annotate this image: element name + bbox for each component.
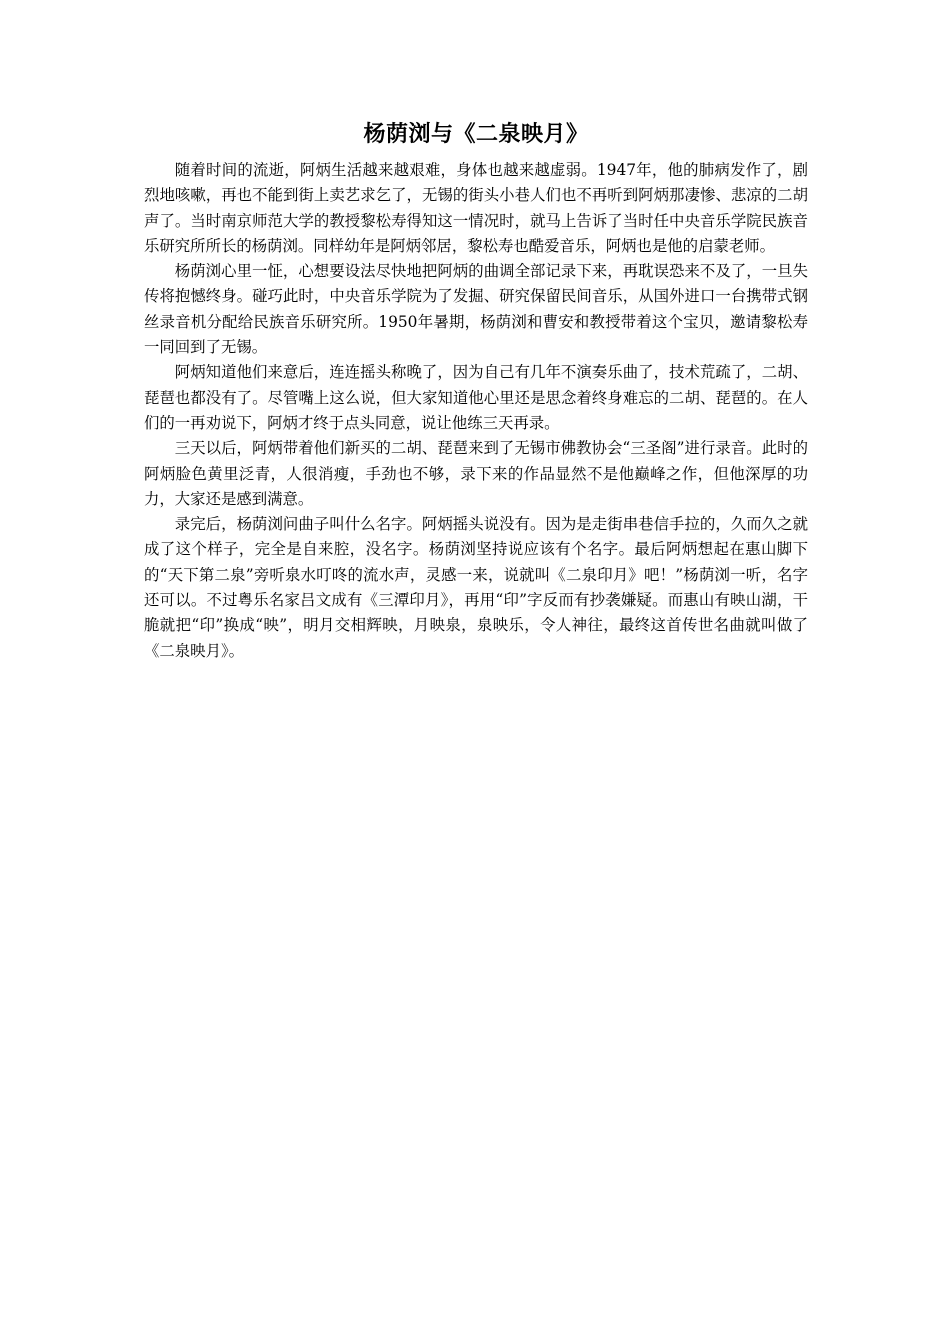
paragraph-2: 杨荫浏心里一怔，心想要设法尽快地把阿炳的曲调全部记录下来，再耽误恐来不及了，一旦失传将抱憾终身。碰巧此时，中央音乐学院为了发掘、研究保留民间音乐，从国外进口一台携带式钢丝录音机分配给民族音乐研究所。1950年暑期，杨荫浏和曹安和教授带着这个宝贝，邀请黎松寿一同回到了无锡。 [144,262,808,357]
article [144,118,808,664]
paragraph-5: 录完后，杨荫浏问曲子叫什么名字。阿炳摇头说没有。因为是走街串巷信手拉的，久而久之就成了这个样子，完全是自来腔，没名字。杨荫浏坚持说应该有个名字。最后阿炳想起在惠山脚下的“天下第二泉”旁听泉水叮咚的流水声，灵感一来，说就叫《二泉印月》吧！”杨荫浏一听，名字还可以。不过粤乐名家吕文成有《三潭印月》，再用“印”字反而有抄袭嫌疑。而惠山有映山湖，干脆就把“印”换成“映”，明月交相辉映，月映泉，泉映乐，令人神往，最终这首传世名曲就叫做了《二泉映月》。 [144,515,808,660]
paragraph-3: 阿炳知道他们来意后，连连摇头称晚了，因为自己有几年不演奏乐曲了，技术荒疏了，二胡、琵琶也都没有了。尽管嘴上这么说，但大家知道他心里还是思念着终身难忘的二胡、琵琶的。在人们的一再劝说下，阿炳才终于点头同意，说让他练三天再录。 [144,363,808,432]
article-title: 杨荫浏与《二泉映月》 [363,122,589,147]
paragraph-1: 随着时间的流逝，阿炳生活越来越艰难，身体也越来越虚弱。1947年，他的肺病发作了，剧烈地咳嗽，再也不能到街上卖艺求乞了，无锡的街头小巷人们也不再听到阿炳那凄惨、悲凉的二胡声了。当时南京师范大学的教授黎松寿得知这一情况时，就马上告诉了当时任中央音乐学院民族音乐研究所所长的杨荫浏。同样幼年是阿炳邻居，黎松寿也酷爱音乐，阿炳也是他的启蒙老师。 [144,161,808,255]
paragraph-4: 三天以后，阿炳带着他们新买的二胡、琵琶来到了无锡市佛教协会“三圣阁”进行录音。此时的阿炳脸色黄里泛青，人很消瘦，手劲也不够，录下来的作品显然不是他巅峰之作，但他深厚的功力，大家还是感到满意。 [144,439,808,508]
